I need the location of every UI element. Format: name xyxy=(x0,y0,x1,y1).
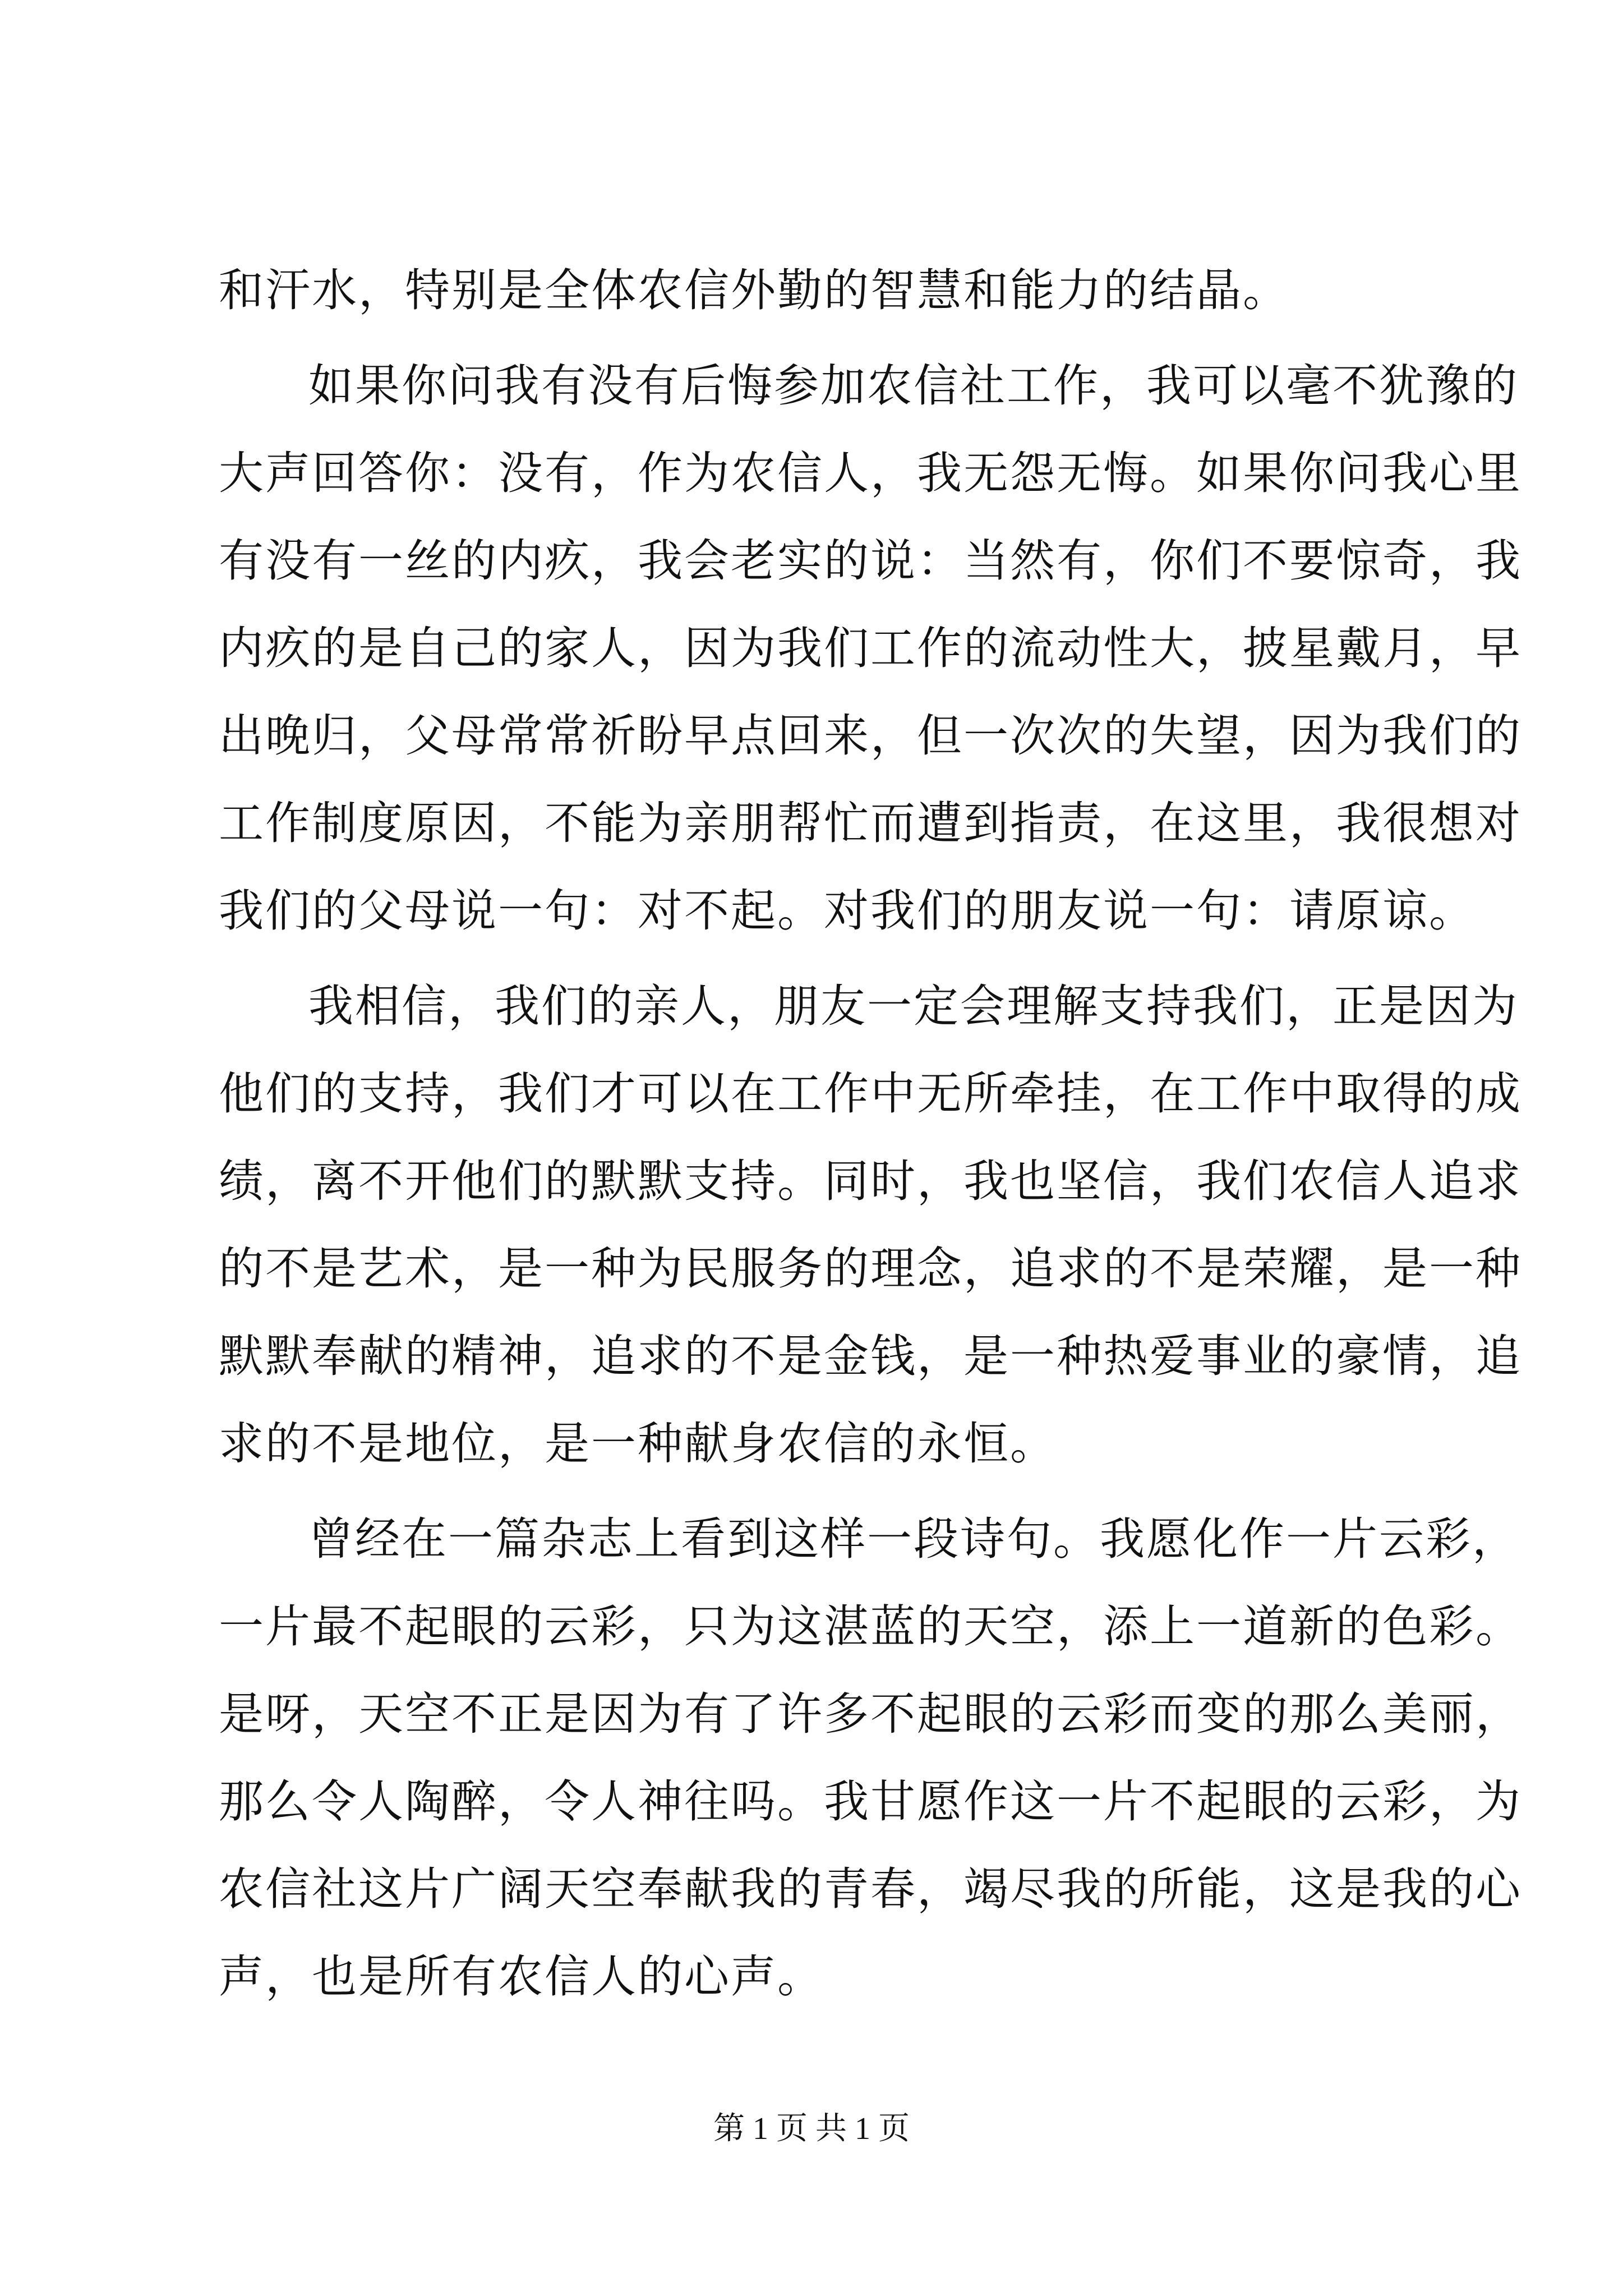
paragraph-4-line-4: 那么令人陶醉，令人神往吗。我甘愿作这一片不起眼的云彩，为 xyxy=(219,1775,1522,1828)
page-number-footer: 第 1 页 共 1 页 xyxy=(713,2111,910,2146)
paragraph-4-line-6: 声，也是所有农信人的心声。 xyxy=(219,1950,824,2003)
paragraph-3-line-2: 他们的支持，我们才可以在工作中无所牵挂，在工作中取得的成 xyxy=(219,1068,1522,1120)
paragraph-2-line-1: 如果你问我有没有后悔参加农信社工作，我可以毫不犹豫的 xyxy=(308,360,1519,412)
document-body xyxy=(219,247,1522,2021)
paragraph-2-line-7: 我们的父母说一句：对不起。对我们的朋友说一句：请原谅。 xyxy=(219,885,1476,937)
paragraph-2-line-4: 内疚的是自己的家人，因为我们工作的流动性大，披星戴月，早 xyxy=(219,622,1522,674)
paragraph-4-line-5: 农信社这片广阔天空奉献我的青春，竭尽我的所能，这是我的心 xyxy=(219,1863,1522,1915)
paragraph-2-line-3: 有没有一丝的内疚，我会老实的说：当然有，你们不要惊奇，我 xyxy=(219,535,1522,587)
paragraph-1-line-1: 和汗水，特别是全体农信外勤的智慧和能力的结晶。 xyxy=(219,264,1289,316)
paragraph-3-line-5: 默默奉献的精神，追求的不是金钱，是一种热爱事业的豪情，追 xyxy=(219,1330,1522,1382)
paragraph-3-line-4: 的不是艺术，是一种为民服务的理念，追求的不是荣耀，是一种 xyxy=(219,1243,1522,1295)
paragraph-3-line-3: 绩，离不开他们的默默支持。同时，我也坚信，我们农信人追求 xyxy=(219,1155,1522,1207)
paragraph-2-line-5: 出晚归，父母常常祈盼早点回来，但一次次的失望，因为我们的 xyxy=(219,710,1522,762)
paragraph-3-line-1: 我相信，我们的亲人，朋友一定会理解支持我们，正是因为 xyxy=(308,980,1519,1032)
paragraph-4-line-1: 曾经在一篇杂志上看到这样一段诗句。我愿化作一片云彩， xyxy=(308,1513,1519,1565)
paragraph-4-line-3: 是呀，天空不正是因为有了许多不起眼的云彩而变的那么美丽， xyxy=(219,1688,1522,1740)
paragraph-3-line-6: 求的不是地位，是一种献身农信的永恒。 xyxy=(219,1418,1057,1470)
paragraph-4-line-2: 一片最不起眼的云彩，只为这湛蓝的天空，添上一道新的色彩。 xyxy=(219,1600,1522,1653)
paragraph-2-line-6: 工作制度原因，不能为亲朋帮忙而遭到指责，在这里，我很想对 xyxy=(219,797,1522,849)
paragraph-2-line-2: 大声回答你：没有，作为农信人，我无怨无悔。如果你问我心里 xyxy=(219,447,1522,499)
